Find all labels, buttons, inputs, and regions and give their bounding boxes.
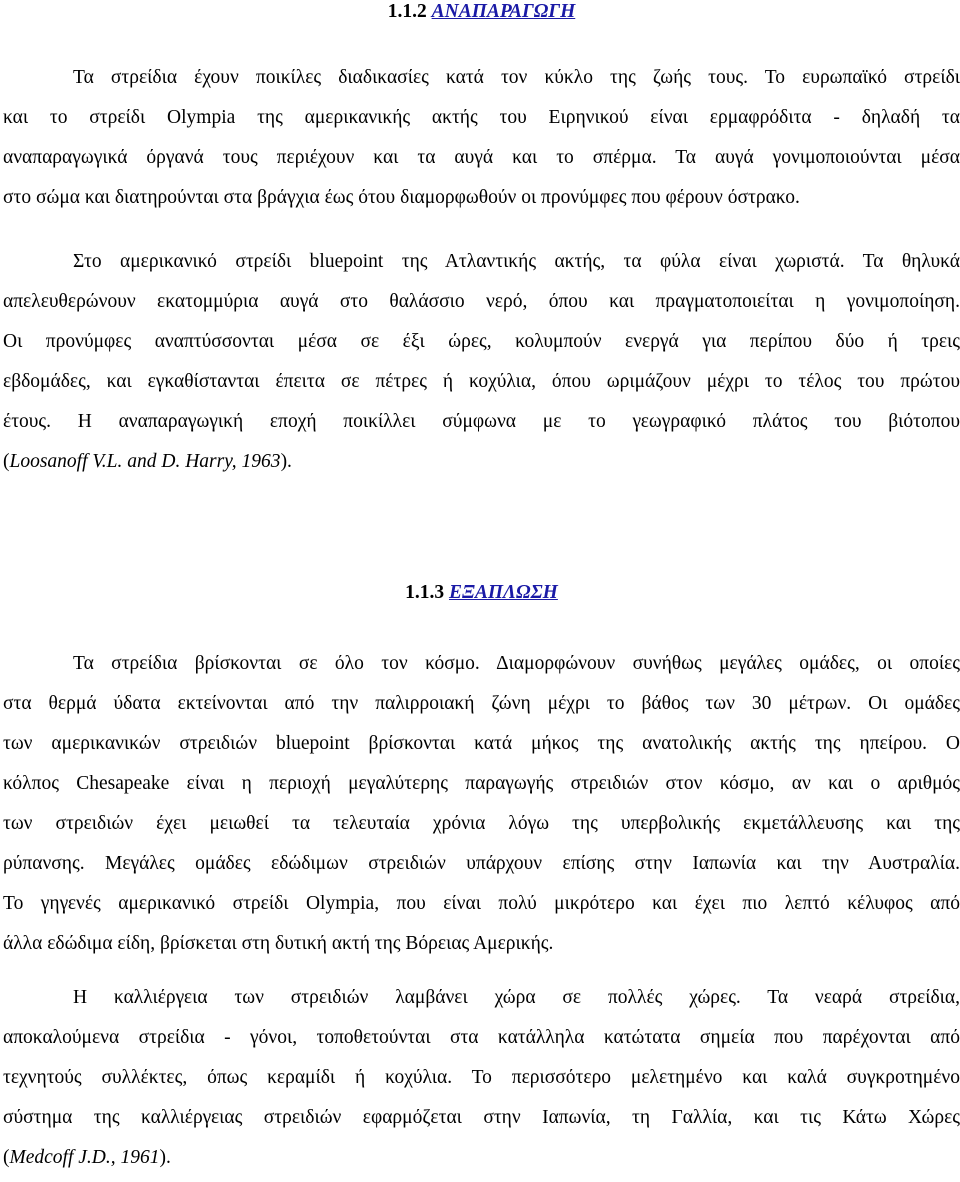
paragraph-4 bbox=[3, 978, 960, 1178]
text-line: Τα στρείδια έχουν ποικίλες διαδικασίες κατά τον κύκλο της ζωής τους. Το ευρωπαϊκό στρείδι bbox=[73, 67, 960, 88]
text-line: στα θερμά ύδατα εκτείνονται από την παλιρροιακή ζώνη μέχρι το βάθος των 30 μέτρων. Οι ομάδες bbox=[3, 693, 960, 714]
document-page bbox=[3, 0, 960, 1168]
text-line: των αμερικανικών στρειδιών bluepoint βρίσκονται κατά μήκος της ανατολικής ακτής της ηπείρου. Ο bbox=[3, 733, 960, 754]
paragraph-3 bbox=[3, 644, 960, 964]
text-line: των στρειδιών έχει μειωθεί τα τελευταία χρόνια λόγω της υπερβολικής εκμετάλλευσης και της bbox=[3, 813, 960, 834]
section-heading-distribution bbox=[3, 581, 960, 605]
text-line: ρύπανσης. Μεγάλες ομάδες εδώδιμων στρειδιών υπάρχουν επίσης στην Ιαπωνία και την Αυστραλία. bbox=[3, 853, 960, 874]
text-line: Η καλλιέργεια των στρειδιών λαμβάνει χώρα σε πολλές χώρες. Τα νεαρά στρείδια, bbox=[73, 987, 960, 1008]
text-line: αποκαλούμενα στρείδια - γόνοι, τοποθετούνται στα κατάλληλα κατώτατα σημεία που παρέχονται από bbox=[3, 1027, 960, 1048]
paragraph-2 bbox=[3, 242, 960, 482]
section-number: 1.1.3 bbox=[405, 582, 445, 603]
section-title: ΕΞΑΠΛΩΣΗ bbox=[449, 582, 558, 603]
citation-close: ). bbox=[159, 1147, 171, 1168]
citation: Loosanoff V.L. and D. Harry, 1963 bbox=[9, 451, 281, 472]
text-line: τεχνητούς συλλέκτες, όπως κεραμίδι ή κοχύλια. Το περισσότερο μελετημένο και καλά συγκροτημένο bbox=[3, 1067, 960, 1088]
text-line: αναπαραγωγικά όργανά τους περιέχουν και τα αυγά και το σπέρμα. Τα αυγά γονιμοποιούνται μέσα bbox=[3, 147, 960, 168]
text-line: απελευθερώνουν εκατομμύρια αυγά στο θαλάσσιο νερό, όπου και πραγματοποιείται η γονιμοποίηση. bbox=[3, 291, 960, 312]
text-line: Το γηγενές αμερικανικό στρείδι Olympia, που είναι πολύ μικρότερο και έχει πιο λεπτό κέλυφος από bbox=[3, 893, 960, 914]
section-heading-reproduction bbox=[3, 0, 960, 24]
citation-close: ). bbox=[280, 451, 292, 472]
text-line: σύστημα της καλλιέργειας στρειδιών εφαρμόζεται στην Ιαπωνία, τη Γαλλία, και τις Κάτω Χώρες bbox=[3, 1107, 960, 1128]
citation-open: ( bbox=[3, 1147, 10, 1168]
paragraph-1 bbox=[3, 58, 960, 218]
text-line: Στο αμερικανικό στρείδι bluepoint της Ατλαντικής ακτής, τα φύλα είναι χωριστά. Τα θηλυκά bbox=[73, 251, 960, 272]
citation-line bbox=[3, 442, 960, 482]
citation: Medcoff J.D., 1961 bbox=[9, 1147, 160, 1168]
text-line: κόλπος Chesapeake είναι η περιοχή μεγαλύτερης παραγωγής στρειδιών στον κόσμο, αν και ο αριθμός bbox=[3, 773, 960, 794]
text-line: Οι προνύμφες αναπτύσσονται μέσα σε έξι ώρες, κολυμπούν ενεργά για περίπου δύο ή τρεις bbox=[3, 331, 960, 352]
text-line: άλλα εδώδιμα είδη, βρίσκεται στη δυτική ακτή της Βόρειας Αμερικής. bbox=[3, 933, 554, 954]
section-title: ΑΝΑΠΑΡΑΓΩΓΗ bbox=[431, 1, 576, 22]
citation-line bbox=[3, 1138, 960, 1178]
text-line: και το στρείδι Olympia της αμερικανικής ακτής του Ειρηνικού είναι ερμαφρόδιτα - δηλαδή τα bbox=[3, 107, 960, 128]
citation-open: ( bbox=[3, 451, 10, 472]
text-line: έτους. Η αναπαραγωγική εποχή ποικίλλει σύμφωνα με το γεωγραφικό πλάτος του βιότοπου bbox=[3, 411, 960, 432]
section-number: 1.1.2 bbox=[387, 1, 427, 22]
text-line: Τα στρείδια βρίσκονται σε όλο τον κόσμο. Διαμορφώνουν συνήθως μεγάλες ομάδες, οι οποίες bbox=[73, 653, 960, 674]
text-line: εβδομάδες, και εγκαθίστανται έπειτα σε πέτρες ή κοχύλια, όπου ωριμάζουν μέχρι το τέλος του πρώτου bbox=[3, 371, 960, 392]
text-line: στο σώμα και διατηρούνται στα βράγχια έως ότου διαμορφωθούν οι προνύμφες που φέρουν όστρακο. bbox=[3, 187, 800, 208]
